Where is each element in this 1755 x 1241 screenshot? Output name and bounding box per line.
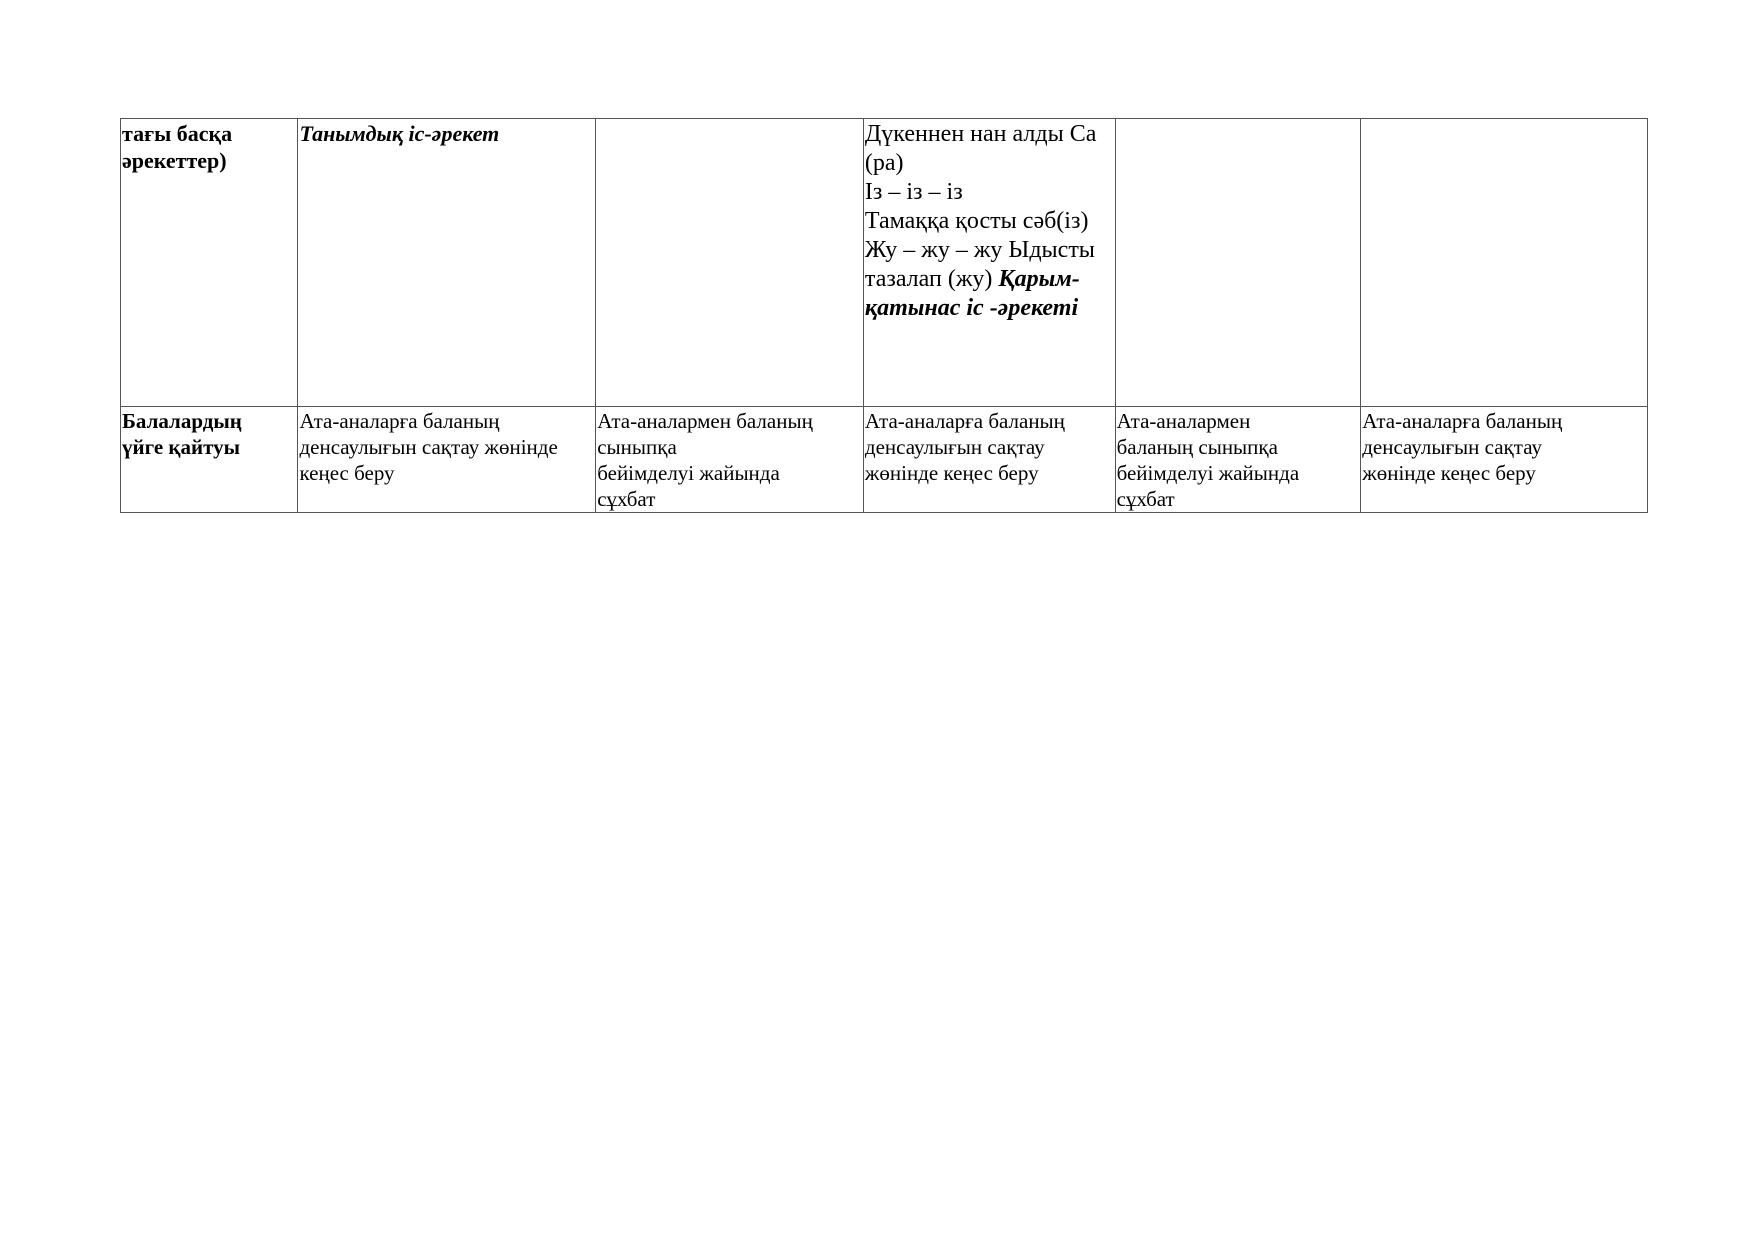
advice-line: денсаулығын сақтау (1362, 435, 1542, 459)
game-line: Тамаққа қосты сәб(із) (864, 208, 1089, 234)
conversation-line: баланың сыныпқа (1116, 435, 1278, 459)
row2-label-cell (121, 407, 298, 513)
row1-cell-5 (1115, 119, 1361, 407)
conversation-line: сұхбат (597, 487, 656, 511)
game-line: Із – із – із (864, 179, 963, 205)
activity-heading: Танымдық іс-әрекет (299, 121, 500, 146)
game-line-plain: тазалап (жу) (864, 266, 999, 292)
row2-label-line: үйге қайтуы (122, 435, 241, 459)
row1-cell-4 (863, 119, 1115, 407)
table-row (121, 119, 1648, 407)
row1-cell-3 (596, 119, 864, 407)
row2-cell-4 (863, 407, 1115, 513)
advice-line: жөнінде кеңес беру (864, 461, 1039, 485)
row2-cell-5 (1115, 407, 1361, 513)
row2-label-line: Балалардың (122, 409, 242, 433)
schedule-table (120, 118, 1648, 513)
advice-line: жөнінде кеңес беру (1362, 461, 1536, 485)
row1-cell-6 (1361, 119, 1648, 407)
advice-line: денсаулығын сақтау (864, 435, 1045, 459)
row2-cell-6 (1361, 407, 1648, 513)
advice-line: денсаулығын сақтау жөнінде (299, 435, 558, 459)
row2-cell-3 (596, 407, 864, 513)
game-line-mixed (865, 265, 1114, 294)
conversation-line: бейімделуі жайында (597, 461, 780, 485)
game-line-bold: Қарым- (998, 266, 1080, 292)
game-line: Дүкеннен нан алды Са (864, 121, 1097, 147)
conversation-line: бейімделуі жайында (1116, 461, 1300, 485)
row1-label-line: әрекеттер) (122, 148, 227, 173)
conversation-line: Ата-аналармен баланың (597, 409, 813, 433)
advice-line: Ата-аналарға баланың (864, 409, 1065, 433)
conversation-line: сұхбат (1116, 487, 1175, 511)
row2-cell-2 (298, 407, 596, 513)
conversation-line: Ата-аналармен (1116, 409, 1251, 433)
row1-label-line: тағы басқа (122, 121, 233, 146)
game-line: (ра) (864, 150, 904, 176)
advice-line: Ата-аналарға баланың (299, 409, 500, 433)
advice-line: Ата-аналарға баланың (1362, 409, 1563, 433)
table-row (121, 407, 1648, 513)
activity-heading: қатынас іс -әрекеті (864, 295, 1079, 321)
advice-line: кеңес беру (299, 461, 395, 485)
game-line: Жу – жу – жу Ыдысты (864, 237, 1095, 263)
row1-cell-2 (298, 119, 596, 407)
conversation-line: сыныпқа (597, 435, 677, 459)
row1-label-cell (121, 119, 298, 407)
